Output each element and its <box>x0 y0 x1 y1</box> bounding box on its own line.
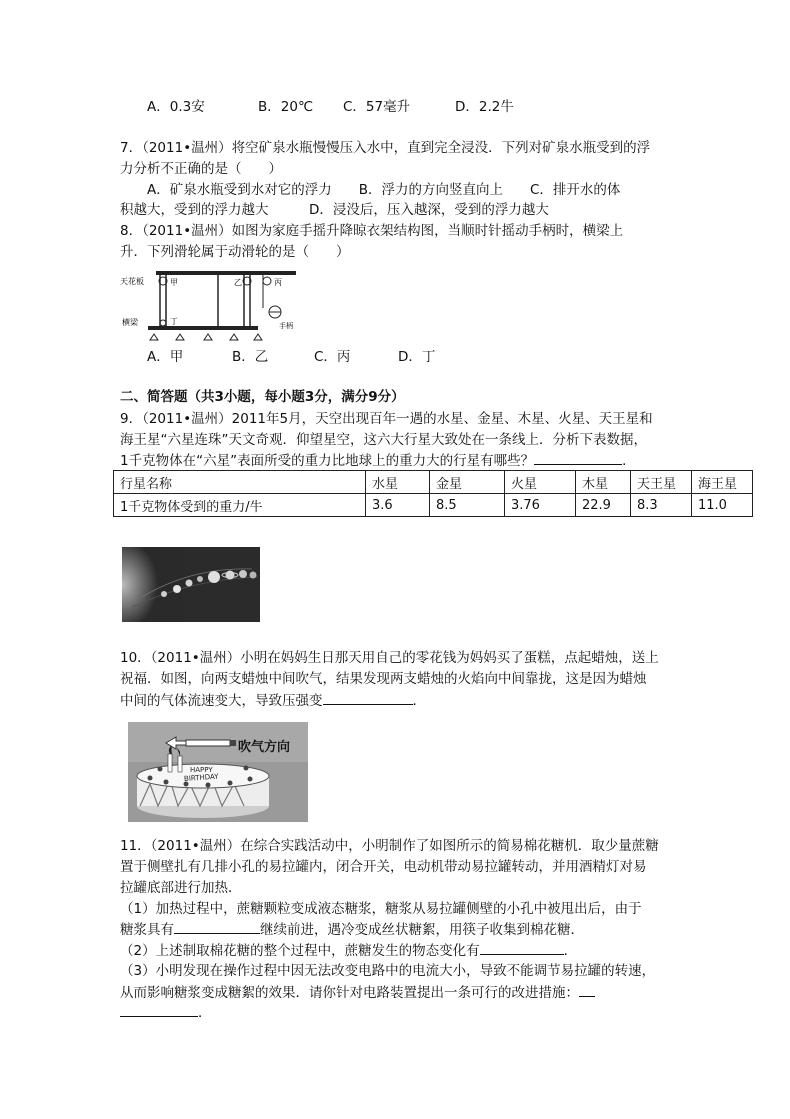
q10-line1: 10．（2011•温州）小明在妈妈生日那天用自己的零花钱为妈妈买了蛋糕，点起蜡烛，送上 <box>120 650 659 666</box>
label-ding: 丁 <box>170 317 178 326</box>
q6-option-c: C．57毫升 <box>343 99 411 115</box>
table-header-cell: 水星 <box>366 471 430 494</box>
q11-line1: 11．（2011•温州）在综合实践活动中，小明制作了如图所示的简易棉花糖机．取少量蔗糖 <box>120 838 659 854</box>
birthday-cake-image <box>128 722 308 822</box>
table-cell: 11.0 <box>692 494 753 517</box>
q11-part1-line1: （1）加热过程中，蔗糖颗粒变成液态糖浆，糖浆从易拉罐侧壁的小孔中被甩出后，由于 <box>120 901 642 917</box>
q11-part2-text: （2）上述制取棉花糖的整个过程中，蔗糖发生的物态变化有 <box>120 943 480 959</box>
q11-part3-answer-blank-start[interactable] <box>579 982 595 997</box>
table-header-cell: 金星 <box>430 471 505 494</box>
q11-part2-period: ． <box>563 943 578 959</box>
beam-label: 横梁 <box>122 318 138 327</box>
q8-stem-line2: 升．下列滑轮属于动滑轮的是（ ） <box>120 244 350 260</box>
q10-period: ． <box>412 693 426 709</box>
handle-label: 手柄 <box>279 322 293 330</box>
q7-stem-line1: 7．（2011•温州）将空矿泉水瓶慢慢压入水中，直到完全浸没．下列对矿泉水瓶受到的浮 <box>120 140 651 156</box>
label-bing: 丙 <box>274 278 282 287</box>
q11-line3: 拉罐底部进行加热． <box>120 880 242 896</box>
q11-part3-line2 <box>120 982 595 1003</box>
table-cell: 8.3 <box>631 494 692 517</box>
q11-part2 <box>120 940 577 961</box>
table-header-cell: 火星 <box>505 471 576 494</box>
q11-line2: 置于侧壁扎有几排小孔的易拉罐内，闭合开关，电动机带动易拉罐转动，并用酒精灯对易 <box>120 859 647 875</box>
cake-text-birthday: BIRTHDAY <box>183 772 219 783</box>
pulley-bing <box>263 277 271 285</box>
table-header-row <box>114 471 753 494</box>
table-header-cell: 木星 <box>576 471 631 494</box>
pulley-ding <box>160 320 166 326</box>
planet-alignment-image <box>122 547 260 622</box>
ceiling-label: 天花板 <box>120 277 144 286</box>
q10-answer-blank[interactable] <box>323 690 413 705</box>
q6-options <box>147 97 514 117</box>
table-cell: 3.76 <box>505 494 576 517</box>
table-row <box>114 494 753 517</box>
q10-line3 <box>120 690 426 711</box>
blow-direction-label: 吹气方向 <box>238 740 291 755</box>
q11-part1-answer-blank[interactable] <box>174 919 260 934</box>
q11-part2-answer-blank[interactable] <box>480 940 564 955</box>
q8-options <box>147 347 435 367</box>
q9-line1: 9．（2011•温州）2011年5月，天空出现百年一遇的水星、金星、木星、火星、天王星和 <box>120 411 653 427</box>
cake-text-happy: HAPPY <box>190 766 213 774</box>
table-header-cell: 行星名称 <box>114 471 366 494</box>
q11-part3-answer-blank[interactable] <box>120 1002 198 1017</box>
q11-part3-text: 从而影响糖浆变成糖絮的效果．请你针对电路装置提出一条可行的改进措施： <box>120 985 579 1001</box>
q9-question: 1千克物体在“六星”表面所受的重力比地球上的重力大的行星有哪些？ <box>120 453 535 469</box>
q6-option-d: D．2.2牛 <box>455 99 514 115</box>
q11-part1-text-b: 继续前进，遇冷变成丝状糖絮，用筷子收集到棉花糖． <box>260 922 584 938</box>
q8-stem-line1: 8．（2011•温州）如图为家庭手摇升降晾衣架结构图，当顺时针摇动手柄时，横梁上 <box>120 223 624 239</box>
q8-option-d: D．丁 <box>398 349 436 365</box>
q7-options-line2: 积越大，受到的浮力越大 D．浸没后，压入越深，受到的浮力越大 <box>120 202 549 218</box>
q11-part3-line1: （3）小明发现在操作过程中因无法改变电路中的电流大小，导致不能调节易拉罐的转速， <box>120 963 656 979</box>
q11-part3-period: ． <box>198 1005 212 1021</box>
section2-title: 二、简答题（共3小题，每小题3分，满分9分） <box>120 389 405 405</box>
q9-line2: 海王星“六星连珠”天文奇观．仰望星空，这六大行星大致处在一条线上．分析下表数据， <box>120 432 647 448</box>
table-header-cell: 天王星 <box>631 471 692 494</box>
q8-option-b: B．乙 <box>232 349 269 365</box>
q10-line2: 祝福．如图，向两支蜡烛中间吹气，结果发现两支蜡烛的火焰向中间靠拢，这是因为蜡烛 <box>120 671 647 687</box>
q8-option-a: A．甲 <box>147 349 184 365</box>
table-cell: 22.9 <box>576 494 631 517</box>
table-header-cell: 海王星 <box>692 471 753 494</box>
q10-question: 中间的气体流速变大，导致压强变 <box>120 693 323 709</box>
label-jia: 甲 <box>170 278 178 287</box>
q9-answer-blank[interactable] <box>534 450 622 465</box>
q6-option-b: B．20℃ <box>258 99 314 115</box>
clothes-rack-diagram <box>118 268 303 344</box>
label-yi: 乙 <box>234 278 242 287</box>
q7-options-line1: A．矿泉水瓶受到水对它的浮力 B．浮力的方向竖直向上 C．排开水的体 <box>147 182 621 198</box>
q11-part3-line3 <box>120 1002 212 1023</box>
table-cell: 3.6 <box>366 494 430 517</box>
q9-period: ． <box>622 453 636 469</box>
table-cell: 8.5 <box>430 494 505 517</box>
q7-stem-line2: 力分析不正确的是（ ） <box>120 161 282 177</box>
q8-option-c: C．丙 <box>314 349 351 365</box>
q6-option-a: A．0.3安 <box>147 99 205 115</box>
q9-line3 <box>120 450 636 471</box>
table-cell: 1千克物体受到的重力/牛 <box>114 494 366 517</box>
q11-part1-text-a: 糖浆具有 <box>120 922 174 938</box>
planet-gravity-table <box>113 470 753 517</box>
q11-part1-line2 <box>120 919 584 940</box>
